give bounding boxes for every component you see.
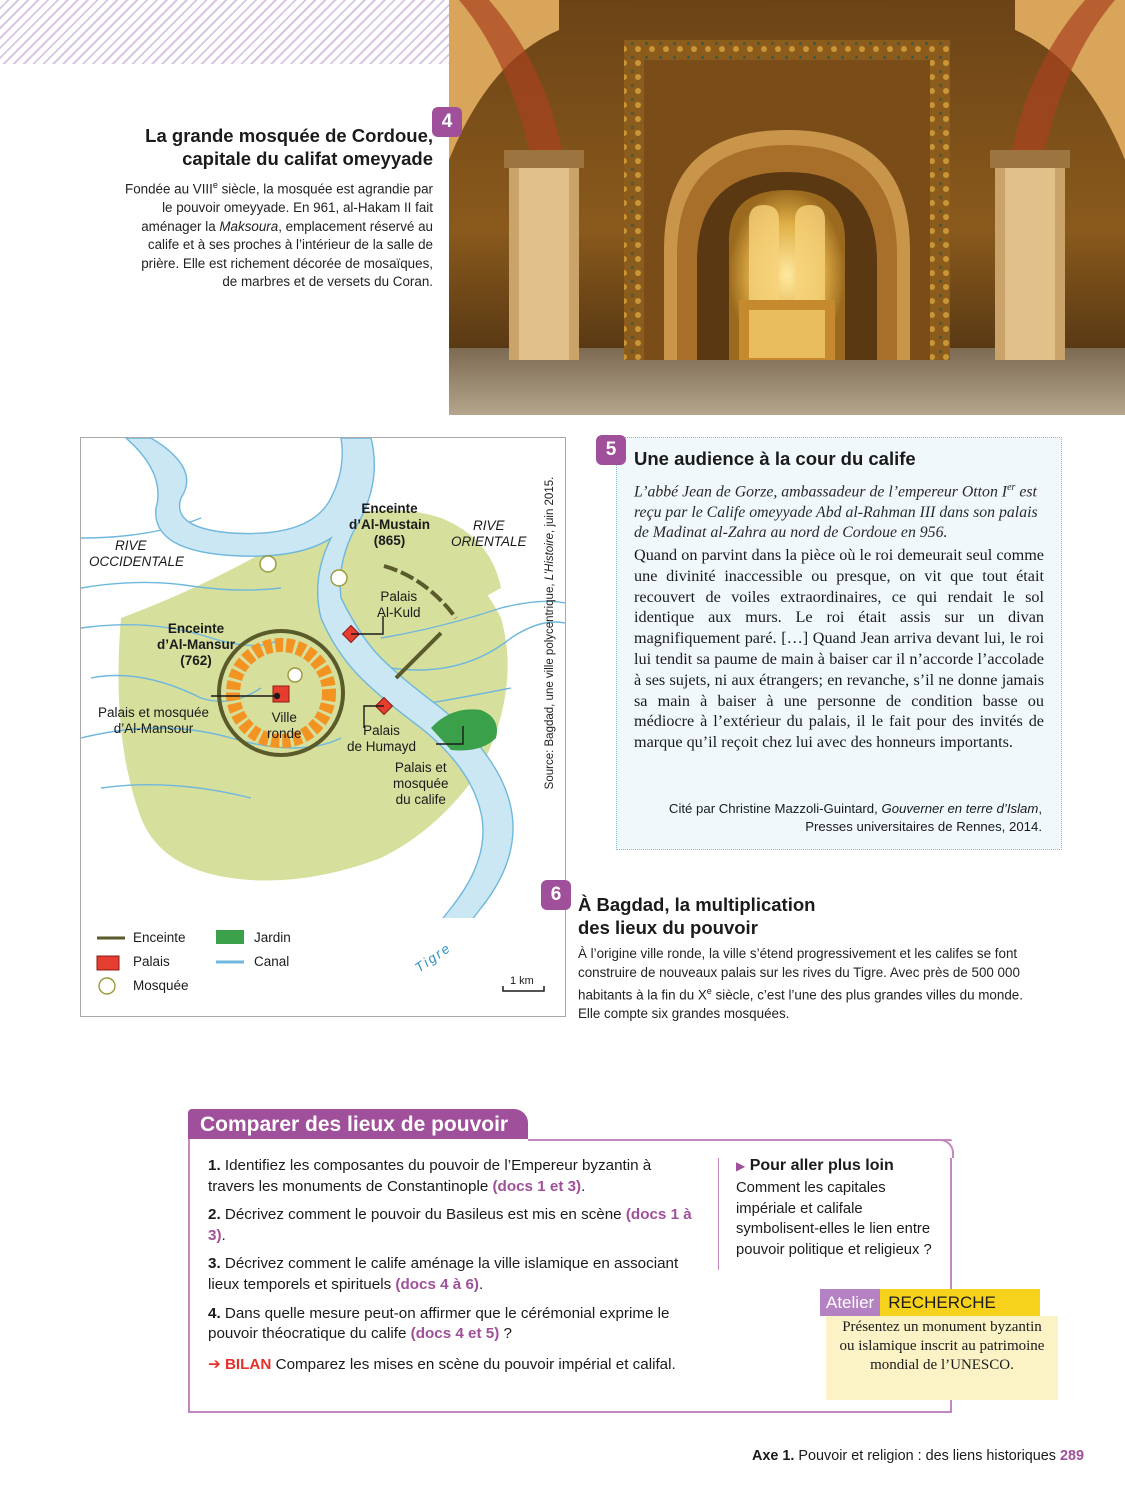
label-rive-orientale: RIVE ORIENTALE bbox=[451, 518, 527, 549]
doc6-title: À Bagdad, la multiplication des lieux du pouvoir bbox=[578, 894, 816, 938]
doc6-caption: À l’origine ville ronde, la ville s’étend progressivement et les califes se font construire de nouveaux palais sur les rives du Tigre. Avec près de 500 000 habitants à la fin du Xe siècle, c’est l’une des plus grandes villes du monde. Elle compte six grandes mosquées. bbox=[578, 946, 1023, 1022]
label-palais-kuld: Palais Al-Kuld bbox=[377, 589, 421, 620]
doc5-intro: L’abbé Jean de Gorze, ambassadeur de l’empereur Otton Ier est reçu par le Calife omeyyade Abd al-Rahman III dans son palais de Madinat al-Zahra au nord de Cordoue en 956. bbox=[634, 482, 1038, 542]
question-2: 2. Décrivez comment le pouvoir du Basileus est mis en scène (docs 1 à 3). bbox=[208, 1206, 692, 1244]
doc5-title: Une audience à la cour du calife bbox=[634, 448, 916, 469]
atelier-header: Atelier RECHERCHE bbox=[820, 1289, 1040, 1316]
doc-number-badge: 6 bbox=[541, 880, 571, 910]
map-source: Source: Bagdad, une ville polycentrique, L’Histoire, juin 2015. bbox=[544, 476, 556, 790]
label-palais-mansour: Palais et mosquée d’Al-Mansour bbox=[98, 705, 210, 736]
label-enceinte-mustain: Enceinte d’Al-Mustain (865) bbox=[349, 501, 430, 548]
column-divider bbox=[718, 1158, 719, 1270]
doc4-title: La grande mosquée de Cordoue, capitale du califat omeyyade bbox=[145, 125, 433, 169]
page-footer: Axe 1. Pouvoir et religion : des liens historiques 289 bbox=[752, 1448, 1084, 1464]
atelier-text: Présentez un monument byzantin ou islamique inscrit au patrimoine mondial de l’UNESCO. bbox=[839, 1319, 1045, 1374]
activity-questions bbox=[208, 1156, 698, 1383]
activity-top-border bbox=[528, 1139, 952, 1141]
question-1: 1. Identifiez les composantes du pouvoir de l’Empereur byzantin à travers les monuments de Constantinople (docs 1 et 3). bbox=[208, 1157, 652, 1195]
legend-enceinte: Enceinte bbox=[133, 930, 186, 945]
triangle-right-icon: ▶ bbox=[736, 1159, 746, 1173]
legend-jardin: Jardin bbox=[254, 930, 291, 945]
question-4: 4. Dans quelle mesure peut-on affirmer que le cérémonial exprime le pouvoir théocratique du calife (docs 4 et 5) ? bbox=[208, 1304, 670, 1343]
doc-number-badge: 5 bbox=[596, 435, 626, 465]
decorative-hatch-band bbox=[0, 0, 449, 64]
label-rive-occidentale: RIVE OCCIDENTALE bbox=[89, 538, 185, 569]
label-enceinte-mansur: Enceinte d’Al-Mansur (762) bbox=[157, 621, 236, 668]
activity-title: Comparer des lieux de pouvoir bbox=[200, 1113, 509, 1136]
mosque-cordoba-photo bbox=[449, 0, 1125, 415]
doc5-citation: Cité par Christine Mazzoli-Guintard, Gouverner en terre d’Islam, Presses universitaires de Rennes, 2014. bbox=[668, 801, 1042, 834]
doc5-quote: Quand on parvint dans la pièce où le roi demeurait seul comme une divinité inaccessible ou presque, on vit que tout était recouvert de voiles extraordinaires, ce qui rendait le sol identique aux murs. Le roi était assis sur un divan magnifiquement paré. […] Quand Jean arriva devant lui, le roi lui tendit sa paume de main à baiser car il n’accorde l’accolade à ses sujets, ni aux étrangers; en revanche, s’il ne donne jamais sa main à baiser à une personne de condition basse ou médiocre à l’extérieur du palais, il le fait pour des invités de marque qu’il reçoit chez lui avec des honneurs importants. bbox=[634, 546, 1044, 752]
label-palais-calife: Palais et mosquée du calife bbox=[393, 760, 449, 807]
scale-label: 1 km bbox=[510, 975, 534, 987]
doc-number-badge: 4 bbox=[432, 107, 462, 137]
question-3: 3. Décrivez comment le calife aménage la ville islamique en associant lieux temporels et spirituels (docs 4 à 6). bbox=[208, 1255, 679, 1293]
legend-canal: Canal bbox=[254, 954, 290, 969]
label-palais-humayd: Palais de Humayd bbox=[347, 723, 417, 754]
legend-palais: Palais bbox=[133, 954, 170, 969]
pour-aller-plus-loin: ▶ Pour aller plus loin Comment les capitales impériale et califale symbolisent-elles le lien entre pouvoir politique et religieux ? bbox=[736, 1157, 932, 1258]
label-tigre: Tigre bbox=[412, 939, 454, 976]
legend-mosquee: Mosquée bbox=[133, 978, 189, 993]
arrow-right-icon: ➔ bbox=[208, 1355, 221, 1373]
baghdad-map bbox=[80, 437, 566, 1017]
bilan: ➔ BILAN Comparez les mises en scène du pouvoir impérial et califal. bbox=[208, 1355, 676, 1373]
label-ville-ronde: Ville ronde bbox=[267, 710, 302, 741]
activity-header bbox=[188, 1109, 528, 1139]
page-number: 289 bbox=[1059, 1448, 1084, 1464]
doc4-caption: Fondée au VIIIe siècle, la mosquée est agrandie par le pouvoir omeyyade. En 961, al-Hakam II fait aménager la Maksoura, emplacement réservé au calife et à ses proches à l’intérieur de la salle de prière. Elle est richement décorée de mosaïques, de marbres et de versets du Coran. bbox=[125, 180, 433, 290]
